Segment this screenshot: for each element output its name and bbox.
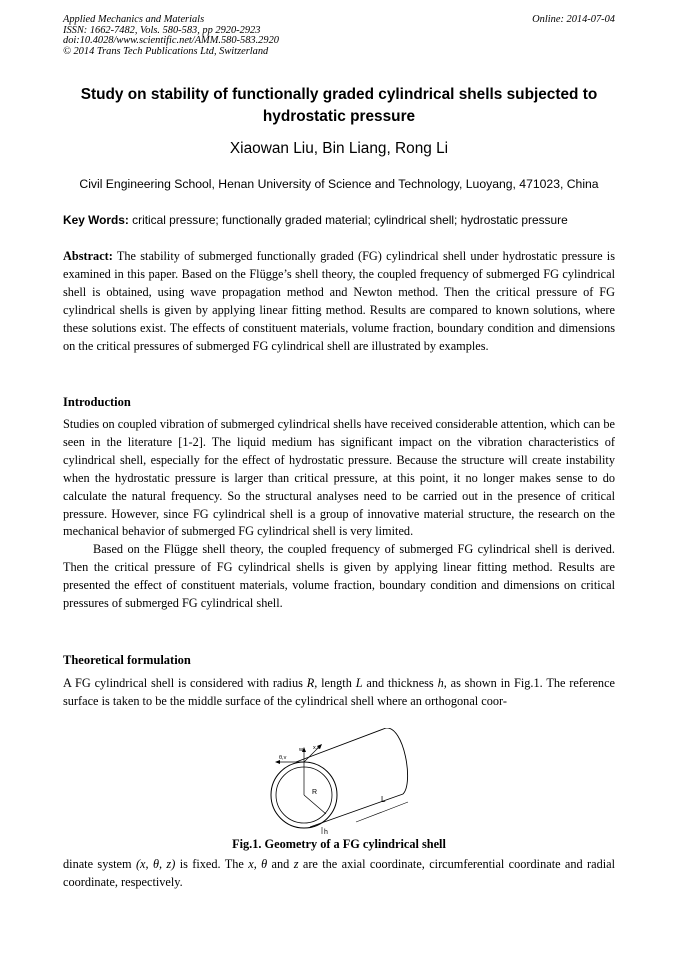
theory-heading: Theoretical formulation [63, 653, 191, 667]
theory-text-c: and thickness [366, 676, 434, 690]
symbol-radius: R [306, 676, 315, 690]
after-text-a: dinate system [63, 857, 132, 871]
radius-line [304, 795, 326, 814]
abstract [63, 248, 615, 355]
theory-paragraph [63, 675, 615, 711]
length-dimension [356, 802, 408, 822]
online-date [532, 15, 615, 26]
paper-title: Study on stability of functionally graded cylindrical shells subjected to hydrostatic pressure [80, 86, 598, 125]
label-length: L [381, 795, 386, 804]
cylinder-figure [266, 728, 421, 836]
shell-far-end [386, 728, 408, 794]
label-w: w [299, 747, 303, 753]
journal-name: Applied Mechanics and Materials [63, 14, 205, 25]
after-text-c: and [271, 857, 290, 871]
axial-circumferential-symbols: x, θ [248, 857, 268, 871]
introduction-paragraph-1: Studies on coupled vibration of submerged cylindrical shells have received considerable attention, which can be seen in the literature [1-2]. The liquid medium has significant impact on the vibration characteristics of cylindrical shell, especially for the effect of hydrostatic pressure. Because the structure will create instability when the hydrostatic pressure is larger than critical pressure, at this point, it no longer makes sense to do calculate the natural frequency. So the structural analyses need to be carried out in the presence of critical pressure. However, since FG cylindrical shell is a group of innovative material structure, the research on the mechanical behavior of submerged FG cylindrical shell is very limited. [63, 417, 615, 539]
figure-caption: Fig.1. Geometry of a FG cylindrical shell [232, 837, 446, 851]
keywords-text: critical pressure; functionally graded material; cylindrical shell; hydrostatic pressure [132, 213, 568, 227]
online-date-text: Online: 2014-07-04 [532, 14, 615, 25]
after-text-b: is fixed. The [179, 857, 244, 871]
label-radius: R [312, 789, 318, 796]
symbol-length: L [355, 676, 363, 690]
journal-header [63, 15, 279, 57]
introduction-body [63, 416, 615, 613]
abstract-label: Abstract: [63, 249, 113, 263]
issn-line: ISSN: 1662-7482, Vols. 580-583, pp 2920-2923 [63, 24, 261, 36]
doi-line: doi:10.4028/www.scientific.net/AMM.580-583.2920 [63, 35, 279, 47]
paper-authors: Xiaowan Liu, Bin Liang, Rong Li [229, 140, 449, 157]
label-x-u: x,u [313, 745, 321, 751]
symbol-thickness: h [437, 676, 444, 690]
abstract-text: The stability of submerged functionally graded (FG) cylindrical shell under hydrostatic pressure is examined in this paper. Based on the Flügge’s shell theory, the coupled frequency of submerged FG cylindrical shell is obtained, using wave propagation method and Newton method. Then the critical pressure of FG cylindrical shells is given by applying linear fitting method. Results are compared to known solutions, where these solutions exist. The effects of constituent materials, volume fraction, boundary condition and dimensions on the critical pressures of submerged FG cylindrical shell are illustrated by examples. [63, 249, 615, 353]
introduction-heading: Introduction [63, 395, 131, 409]
introduction-paragraph-2: Based on the Flügge shell theory, the coupled frequency of submerged FG cylindrical shell is derived. Then the critical pressure of FG cylindrical shells is given by applying linear fitting method. Results are presented the effect of constituent materials, volume fraction, boundary condition and dimensions on critical pressures of submerged FG cylindrical shell. [63, 542, 615, 611]
radial-symbol: z [293, 857, 299, 871]
theory-text-b: , length [314, 676, 352, 690]
theory-text-d: , as shown in Fig.1. The reference surface is taken to be the middle surface of the cylindrical shell where an orthogonal coor- [63, 676, 615, 708]
theory-text-a: A FG cylindrical shell is considered with radius [63, 676, 303, 690]
copyright-line: © 2014 Trans Tech Publications Ltd, Switzerland [63, 45, 269, 57]
keywords [63, 212, 623, 228]
label-thickness: h [324, 829, 328, 836]
after-text-d: are the axial coordinate, circumferential coordinate and radial coordinate, respectively. [63, 857, 616, 889]
coordinate-system-symbols: (x, θ, z) [135, 857, 176, 871]
label-theta-v: θ,v [279, 755, 287, 761]
paper-affiliation: Civil Engineering School, Henan University of Science and Technology, Luoyang, 471023, China [79, 177, 599, 191]
keywords-label: Key Words: [63, 213, 129, 227]
post-figure-paragraph [63, 856, 615, 892]
